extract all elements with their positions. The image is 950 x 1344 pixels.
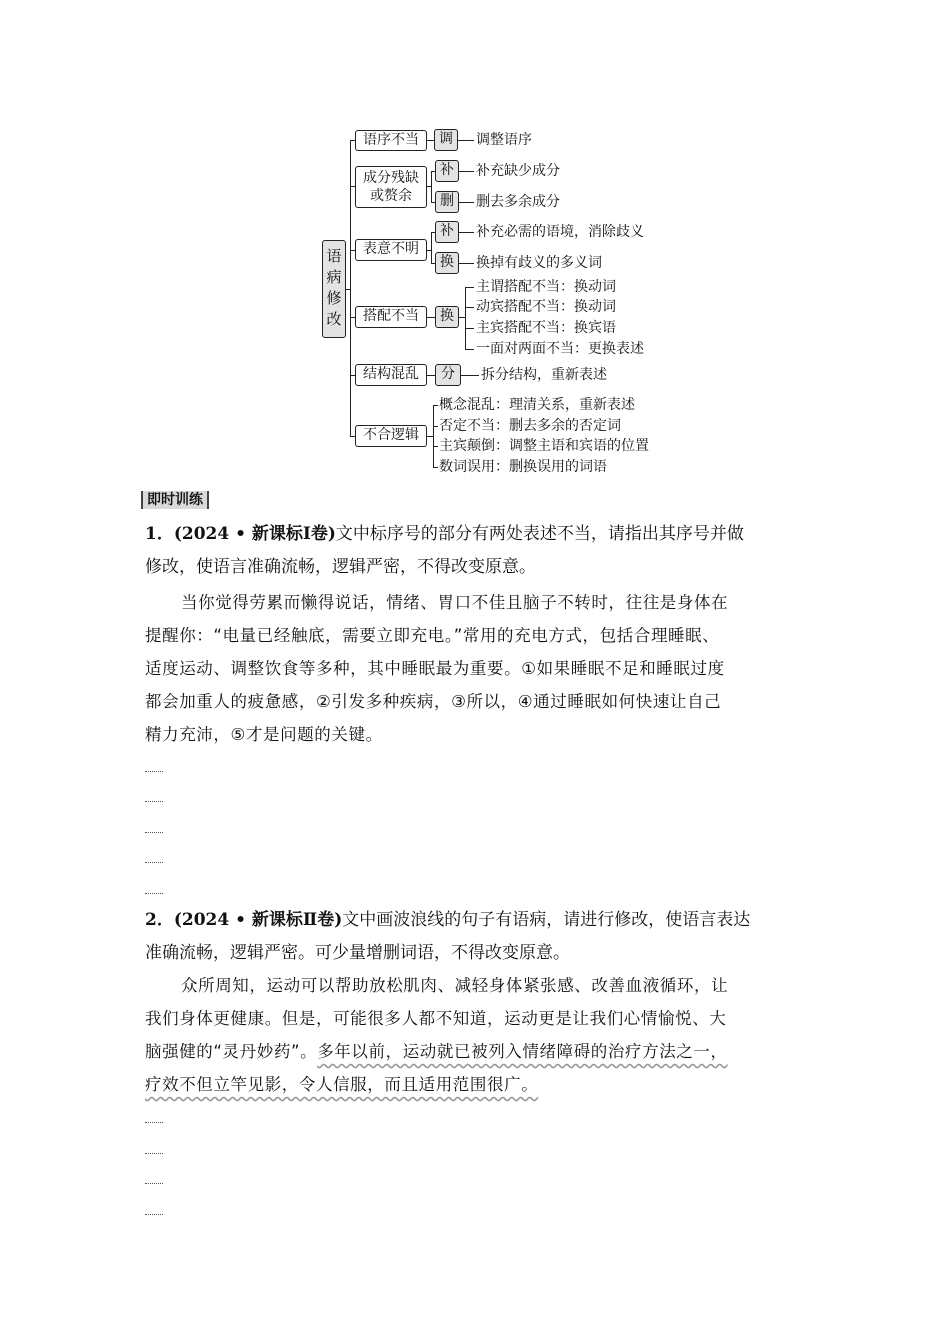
connector — [433, 426, 438, 427]
leaf-subject-object-reversed: 主宾颠倒：调整主语和宾语的位置 — [439, 438, 649, 454]
action-replace: 换 — [435, 306, 459, 328]
section-tag: 即时训练 — [141, 491, 209, 509]
branch-label-structure: 结构混乱 — [355, 364, 427, 386]
action-supplement: 补 — [435, 221, 459, 243]
passage-1: 当你觉得劳累而懒得说话，情绪、胃口不佳且脑子不转时，往往是身体在 提醒你：“电量已经触底，需要立即充电。”常用的充电方式，包括合理睡眠、 适度运动、调整饮食等多种，其中睡眠最为重要。①如果睡眠不足和睡眠过度 都会加重人的疲惫感，②引发多种疾病，③所以，④通过睡眠如何快速让自己 精力充沛，⑤才是问题的关键。 — [145, 593, 729, 744]
question-number: 1． — [145, 524, 174, 544]
connector — [433, 467, 438, 468]
branch-label-collocation: 搭配不当 — [355, 306, 427, 328]
connector — [350, 140, 351, 436]
connector — [459, 202, 474, 203]
connector — [433, 405, 438, 406]
action-split: 分 — [435, 364, 461, 386]
leaf-add-context: 补充必需的语境，消除歧义 — [476, 224, 644, 240]
leaf-replace-polysemy: 换掉有歧义的多义词 — [476, 255, 602, 271]
answer-line[interactable] — [145, 800, 163, 802]
action-adjust: 调 — [434, 129, 458, 151]
leaf-remove-redundancy: 删去多余成分 — [476, 194, 560, 210]
wavy-sentence: 多年以前，运动就已被列入情绪障碍的治疗方法之一， — [317, 1042, 728, 1061]
diagram-root: 语 病 修 改 — [322, 240, 346, 338]
leaf-subject-predicate: 主谓搭配不当：换动词 — [476, 279, 616, 295]
action-replace: 换 — [435, 252, 459, 274]
answer-line[interactable] — [145, 831, 163, 833]
wavy-sentence: 疗效不但立竿见影，令人信服，而且适用范围很广。 — [145, 1075, 539, 1094]
connector — [459, 232, 474, 233]
leaf-negation: 否定不当：删去多余的否定词 — [439, 418, 621, 434]
connector — [465, 287, 474, 288]
connector — [427, 375, 435, 376]
question-number: 2． — [145, 910, 174, 930]
answer-line[interactable] — [145, 1121, 163, 1123]
connector — [461, 375, 479, 376]
connector — [459, 263, 474, 264]
leaf-concept-confusion: 概念混乱：理清关系，重新表述 — [439, 397, 635, 413]
connector — [465, 328, 474, 329]
action-supplement: 补 — [435, 160, 459, 182]
branch-label-ambiguous: 表意不明 — [355, 239, 427, 261]
connector — [458, 140, 474, 141]
question-source: (2024 • 新课标Ⅰ卷) — [173, 524, 336, 544]
connector — [465, 287, 466, 349]
leaf-split-structure: 拆分结构，重新表述 — [481, 367, 607, 383]
branch-label-logic: 不合逻辑 — [355, 425, 427, 447]
question-1: 1．(2024 • 新课标Ⅰ卷)文中标序号的部分有两处表述不当，请指出其序号并做 修改，使语言准确流畅，逻辑严密，不得改变原意。 — [145, 524, 744, 577]
connector — [433, 446, 438, 447]
branch-label-word-order: 语序不当 — [355, 130, 427, 151]
answer-line[interactable] — [145, 1182, 163, 1184]
answer-line[interactable] — [145, 892, 163, 894]
leaf-adjust-order: 调整语序 — [476, 132, 532, 148]
passage-2: 众所周知，运动可以帮助放松肌肉、减轻身体紧张感、改善血液循环，让 我们身体更健康。但是，可能很多人都不知道，运动更是让我们心情愉悦、大 脑强健的“灵丹妙药”。多年以前，运动就已被列入情绪障碍的治疗方法之一， 疗效不但立竿见影，令人信服，而且适用范围很广。 — [145, 976, 729, 1094]
leaf-add-components: 补充缺少成分 — [476, 163, 560, 179]
leaf-verb-object: 动宾搭配不当：换动词 — [476, 299, 616, 315]
answer-line[interactable] — [145, 1213, 163, 1215]
branch-label-missing-redundant: 成分残缺 或赘余 — [355, 166, 427, 208]
connector — [465, 307, 474, 308]
answer-line[interactable] — [145, 861, 163, 863]
question-source: (2024 • 新课标Ⅱ卷) — [173, 910, 343, 930]
answer-line[interactable] — [145, 1152, 163, 1154]
answer-line[interactable] — [145, 770, 163, 772]
connector — [433, 405, 434, 467]
connector — [431, 171, 432, 202]
connector — [427, 140, 434, 141]
connector — [465, 349, 474, 350]
leaf-numeral-misuse: 数词误用：删换误用的词语 — [439, 459, 607, 475]
leaf-subject-object: 主宾搭配不当：换宾语 — [476, 320, 616, 336]
question-2: 2．(2024 • 新课标Ⅱ卷)文中画波浪线的句子有语病，请进行修改，使语言表达 准确流畅，逻辑严密。可少量增删词语，不得改变原意。 — [145, 910, 751, 963]
connector — [427, 317, 435, 318]
connector — [431, 232, 432, 263]
connector — [459, 171, 474, 172]
action-delete: 删 — [435, 191, 459, 213]
leaf-one-vs-two-sides: 一面对两面不当：更换表述 — [476, 341, 644, 357]
